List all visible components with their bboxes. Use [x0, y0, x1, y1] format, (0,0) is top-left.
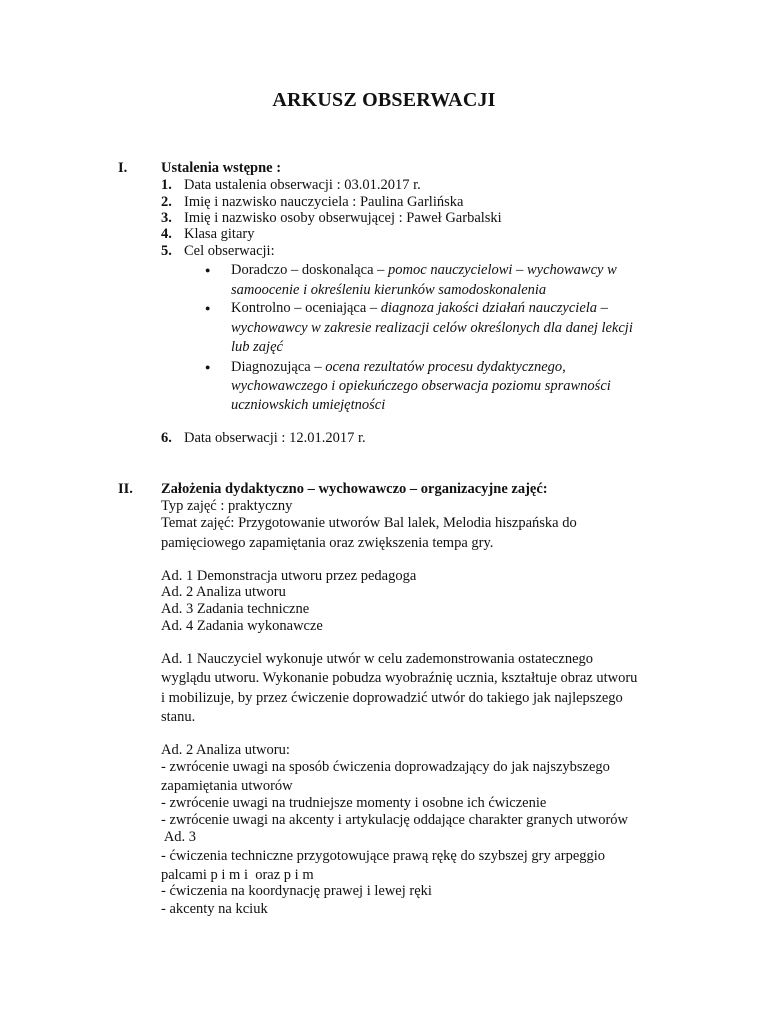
list-item-text: Imię i nazwisko osoby obserwującej : Paweł Garbalski	[184, 210, 502, 226]
list-item-text: Data obserwacji : 12.01.2017 r.	[184, 430, 366, 446]
section-1-numeral: I.	[118, 160, 128, 176]
bullet-lead: Kontrolno – oceniająca –	[231, 300, 381, 316]
bullet-icon: ●	[205, 265, 211, 275]
bullet-desc: lub zajęć	[231, 339, 283, 355]
list-item-number: 2.	[161, 194, 172, 210]
bullet-desc: ocena rezultatów procesu dydaktycznego,	[325, 359, 566, 375]
text-line: Typ zajęć : praktyczny	[161, 498, 293, 514]
paragraph-line: i mobilizuje, by przez ćwiczenie doprowadzić utwór do takiego jak najlepszego	[161, 690, 623, 706]
list-item-number: 6.	[161, 430, 172, 446]
text-line: Temat zajęć: Przygotowanie utworów Bal lalek, Melodia hiszpańska do	[161, 515, 577, 531]
bullet-desc: wychowawczego i opiekuńczego obserwacja poziomu sprawności	[231, 378, 611, 394]
ad-list-item: Ad. 4 Zadania wykonawcze	[161, 618, 323, 634]
list-item-text: Klasa gitary	[184, 226, 255, 242]
list-item-number: 4.	[161, 226, 172, 242]
bullet-icon: ●	[205, 362, 211, 372]
paragraph-line: - zwrócenie uwagi na akcenty i artykulację oddające charakter granych utworów	[161, 812, 628, 828]
paragraph-line: - ćwiczenia techniczne przygotowujące prawą rękę do szybszej gry arpeggio	[161, 848, 606, 864]
bullet-item	[231, 261, 617, 280]
list-item-text: Data ustalenia obserwacji : 03.01.2017 r.	[184, 177, 421, 193]
paragraph-line: - zwrócenie uwagi na trudniejsze momenty i osobne ich ćwiczenie	[161, 795, 547, 811]
bullet-lead: Diagnozująca –	[231, 359, 326, 375]
list-item-number: 1.	[161, 177, 172, 193]
paragraph-line: - zwrócenie uwagi na sposób ćwiczenia doprowadzający do jak najszybszego	[161, 759, 610, 775]
list-item-text: Cel obserwacji:	[184, 243, 275, 259]
paragraph-line: - ćwiczenia na koordynację prawej i lewej ręki	[161, 883, 432, 899]
paragraph-line: - akcenty na kciuk	[161, 901, 268, 917]
bullet-desc: diagnoza jakości działań nauczyciela –	[380, 300, 608, 316]
paragraph-line: Ad. 1 Nauczyciel wykonuje utwór w celu zademonstrowania ostatecznego	[161, 651, 594, 667]
bullet-item	[231, 299, 608, 318]
list-item-text: Imię i nazwisko nauczyciela : Paulina Garlińska	[184, 194, 464, 210]
bullet-lead: Doradczo – doskonaląca –	[231, 262, 389, 278]
bullet-desc: pomoc nauczycielowi – wychowawcy w	[388, 262, 617, 278]
bullet-desc: samoocenie i określeniu kierunków samodoskonalenia	[231, 282, 547, 298]
paragraph-line: palcami p i m i oraz p i m	[161, 867, 314, 883]
page-title: ARKUSZ OBSERWACJI	[272, 89, 496, 111]
bullet-icon: ●	[205, 303, 211, 313]
ad-list-item: Ad. 1 Demonstracja utworu przez pedagoga	[161, 568, 417, 584]
section-2-heading: Założenia dydaktyczno – wychowawczo – organizacyjne zajęć:	[161, 481, 548, 497]
ad-list-item: Ad. 2 Analiza utworu	[161, 584, 286, 600]
text-line: pamięciowego zapamiętania oraz zwiększenia tempa gry.	[161, 535, 494, 551]
bullet-desc: wychowawcy w zakresie realizacji celów określonych dla danej lekcji	[231, 320, 633, 336]
paragraph-line: Ad. 3	[161, 829, 197, 845]
paragraph-line: stanu.	[161, 709, 196, 725]
bullet-item	[231, 358, 566, 377]
list-item-number: 3.	[161, 210, 172, 226]
bullet-desc: uczniowskich umiejętności	[231, 397, 386, 413]
list-item-number: 5.	[161, 243, 172, 259]
paragraph-line: wyglądu utworu. Wykonanie pobudza wyobraźnię ucznia, kształtuje obraz utworu	[161, 670, 638, 686]
paragraph-line: Ad. 2 Analiza utworu:	[161, 742, 290, 758]
paragraph-line: zapamiętania utworów	[161, 778, 293, 794]
section-2-numeral: II.	[118, 481, 133, 497]
section-1-heading: Ustalenia wstępne :	[161, 160, 282, 176]
ad-list-item: Ad. 3 Zadania techniczne	[161, 601, 310, 617]
